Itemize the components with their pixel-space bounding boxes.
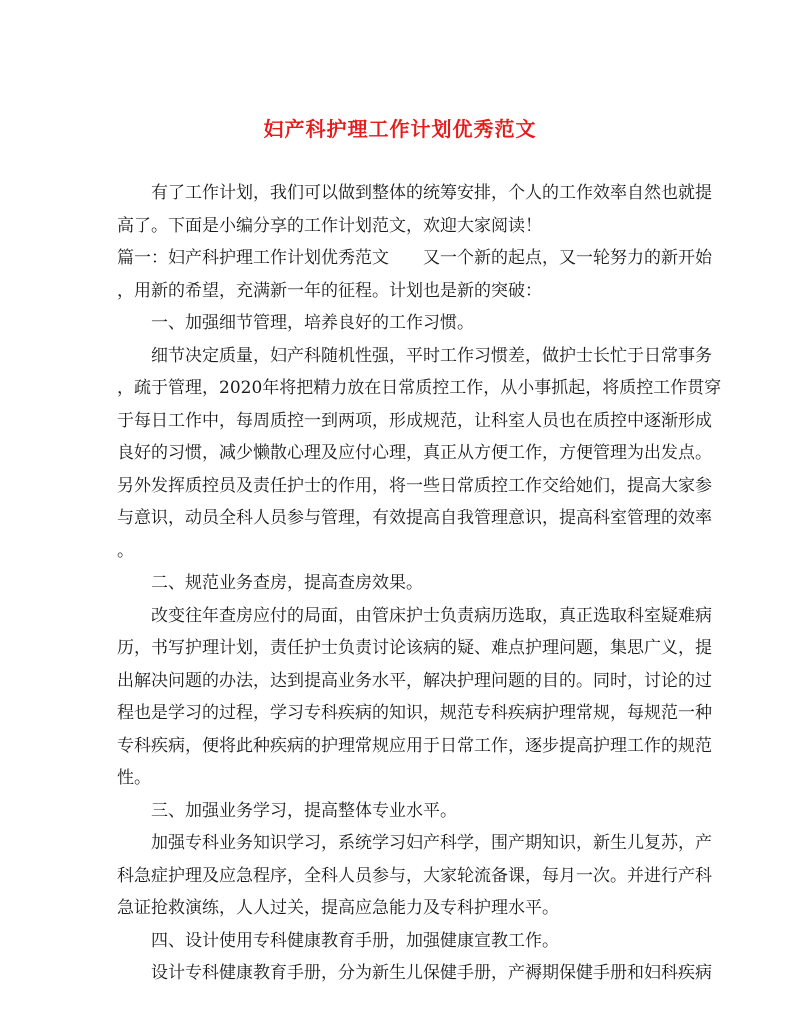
- paragraph-line: 良好的习惯，减少懒散心理及应付心理，真正从方便工作，方便管理为出发点。: [117, 443, 712, 463]
- paragraph-line: 有了工作计划，我们可以做到整体的统筹安排，个人的工作效率自然也就提: [151, 183, 712, 203]
- paragraph-line: 设计专科健康教育手册，分为新生儿保健手册，产褥期保健手册和妇科疾病: [151, 963, 712, 983]
- paragraph-line: [117, 244, 712, 274]
- section-heading: 四、设计使用专科健康教育手册，加强健康宣教工作。: [151, 930, 559, 951]
- paragraph-line: 高了。下面是小编分享的工作计划范文，欢迎大家阅读！: [117, 215, 542, 236]
- paragraph-line: 性。: [117, 768, 151, 788]
- article-heading: 篇一：妇产科护理工作计划优秀范文: [117, 248, 389, 268]
- paragraph-line: 专科疾病，便将此种疾病的护理常规应用于日常工作，逐步提高护理工作的规范: [117, 735, 712, 756]
- document-title: 妇产科护理工作计划优秀范文: [263, 117, 537, 141]
- paragraph-line: 与意识，动员全科人员参与管理，有效提高自我管理意识，提高科室管理的效率: [117, 508, 712, 528]
- document-body: [117, 179, 722, 992]
- paragraph-line: 于每日工作中，每周质控一到两项，形成规范，让科室人员也在质控中逐渐形成: [117, 410, 712, 431]
- paragraph-line: 科急症护理及应急程序，全科人员参与，大家轮流备课，每月一次。并进行产科: [117, 865, 712, 886]
- paragraph-line: 改变往年查房应付的局面，由管床护士负责病历选取，真正选取科室疑难病: [151, 605, 712, 626]
- section-heading: 二、规范业务查房，提高查房效果。: [151, 573, 423, 593]
- paragraph-line: 细节决定质量，妇产科随机性强，平时工作习惯差，做护士长忙于日常事务: [151, 345, 712, 366]
- paragraph-line: 程也是学习的过程，学习专科疾病的知识，规范专科疾病护理常规，每规范一种: [117, 703, 712, 723]
- paragraph-line: 加强专科业务知识学习，系统学习妇产科学，围产期知识，新生儿复苏，产: [151, 833, 712, 853]
- section-heading: 三、加强业务学习，提高整体专业水平。: [151, 800, 457, 821]
- article-intro: 又一个新的起点，又一轮努力的新开始: [423, 248, 712, 268]
- paragraph-line: 历，书写护理计划，责任护士负责讨论该病的疑、难点护理问题，集思广义，提: [117, 638, 712, 658]
- paragraph-line: ，用新的希望，充满新一年的征程。计划也是新的突破：: [117, 280, 542, 301]
- paragraph-line: 。: [117, 540, 134, 561]
- paragraph-line: 出解决问题的办法，达到提高业务水平，解决护理问题的目的。同时，讨论的过: [117, 670, 712, 691]
- paragraph-line: 急证抢救演练，人人过关，提高应急能力及专科护理水平。: [117, 898, 559, 918]
- paragraph-line: ，疏于管理，2020年将把精力放在日常质控工作，从小事抓起，将质控工作贯穿: [117, 378, 722, 398]
- paragraph-line: 另外发挥质控员及责任护士的作用，将一些日常质控工作交给她们，提高大家参: [117, 475, 712, 496]
- section-heading: 一、加强细节管理，培养良好的工作习惯。: [151, 313, 474, 333]
